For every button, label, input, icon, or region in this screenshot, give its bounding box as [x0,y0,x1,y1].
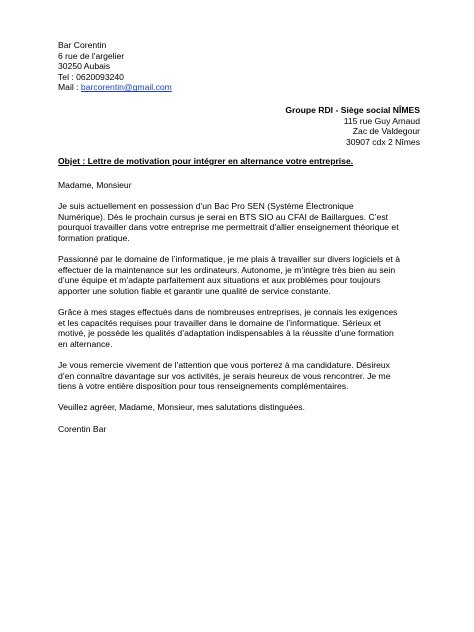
sender-city: 30250 Aubais [58,61,111,72]
sender-phone: Tel : 0620093240 [58,71,124,82]
paragraph-line: formation pratique. [58,232,130,243]
paragraph-1 [58,201,420,243]
letter-signature: Corentin Bar [58,423,107,434]
paragraph-line: apporter une solution fiable et garantir une qualité de service constante. [58,285,331,296]
sender-mail-label: Mail : [58,82,81,93]
sender-block [58,40,278,93]
paragraph-line: en alternance. [58,338,113,349]
letter-subject: Objet : Lettre de motivation pour intégrer en alternance votre entreprise. [58,156,354,166]
recipient-city: 30907 cdx 2 Nîmes [345,136,420,147]
paragraph-3 [58,307,420,349]
sender-mail-line [58,82,278,93]
paragraph-line: Grâce à mes stages effectués dans de nombreuses entreprises, je connais les exigences [58,307,398,318]
letter-closing: Veuillez agréer, Madame, Monsieur, mes salutations distinguées. [58,402,305,413]
paragraph-line: pourquoi travailler dans votre entreprise me permettrait d’allier enseignement théorique et [58,222,399,233]
paragraph-line: et les capacités requises pour travailler dans le domaine de l’informatique. Sérieux et [58,317,381,328]
recipient-block [160,105,420,147]
paragraph-line: Je suis actuellement en possession d’un Bac Pro SEN (Système Électronique [58,201,354,212]
sender-name: Bar Corentin [58,40,107,50]
paragraph-4 [58,360,420,392]
sender-street: 6 rue de l'argelier [58,50,125,61]
paragraph-line: tiens à votre entière disposition pour tous renseignements complémentaires. [58,381,349,392]
paragraph-line: Passionné par le domaine de l’informatique, je me plais à travailler sur divers logiciels et à [58,254,401,265]
recipient-zone: Zac de Valdegour [352,126,420,137]
paragraph-line: d’en connaître davantage sur vos activités, je serais heureux de vous rencontrer. Je me [58,370,391,381]
paragraph-line: motivé, je possède les qualités d’adaptation indispensables à la réussite d’une formation [58,328,394,339]
recipient-company: Groupe RDI - Siège social NÎMES [285,105,420,115]
paragraph-2 [58,254,420,296]
recipient-street: 115 rue Guy Arnaud [343,115,420,126]
paragraph-line: Je vous remercie vivement de l’attention que vous porterez à ma candidature. Désireux [58,360,390,371]
paragraph-line: Numérique). Dès le prochain cursus je serai en BTS SIO au CFAI de Baillargues. C’est [58,211,389,222]
letter-greeting: Madame, Monsieur [58,180,132,190]
letter-body [58,180,420,445]
paragraph-line: d’une équipe et m’adapte parfaitement aux situations et aux problèmes pour toujours [58,275,381,286]
paragraph-line: effectuer de la maintenance sur les ordinateurs. Autonome, je m’intègre très bien au sein [58,264,396,275]
sender-email-link[interactable]: barcorentin@gmail.com [80,82,172,93]
